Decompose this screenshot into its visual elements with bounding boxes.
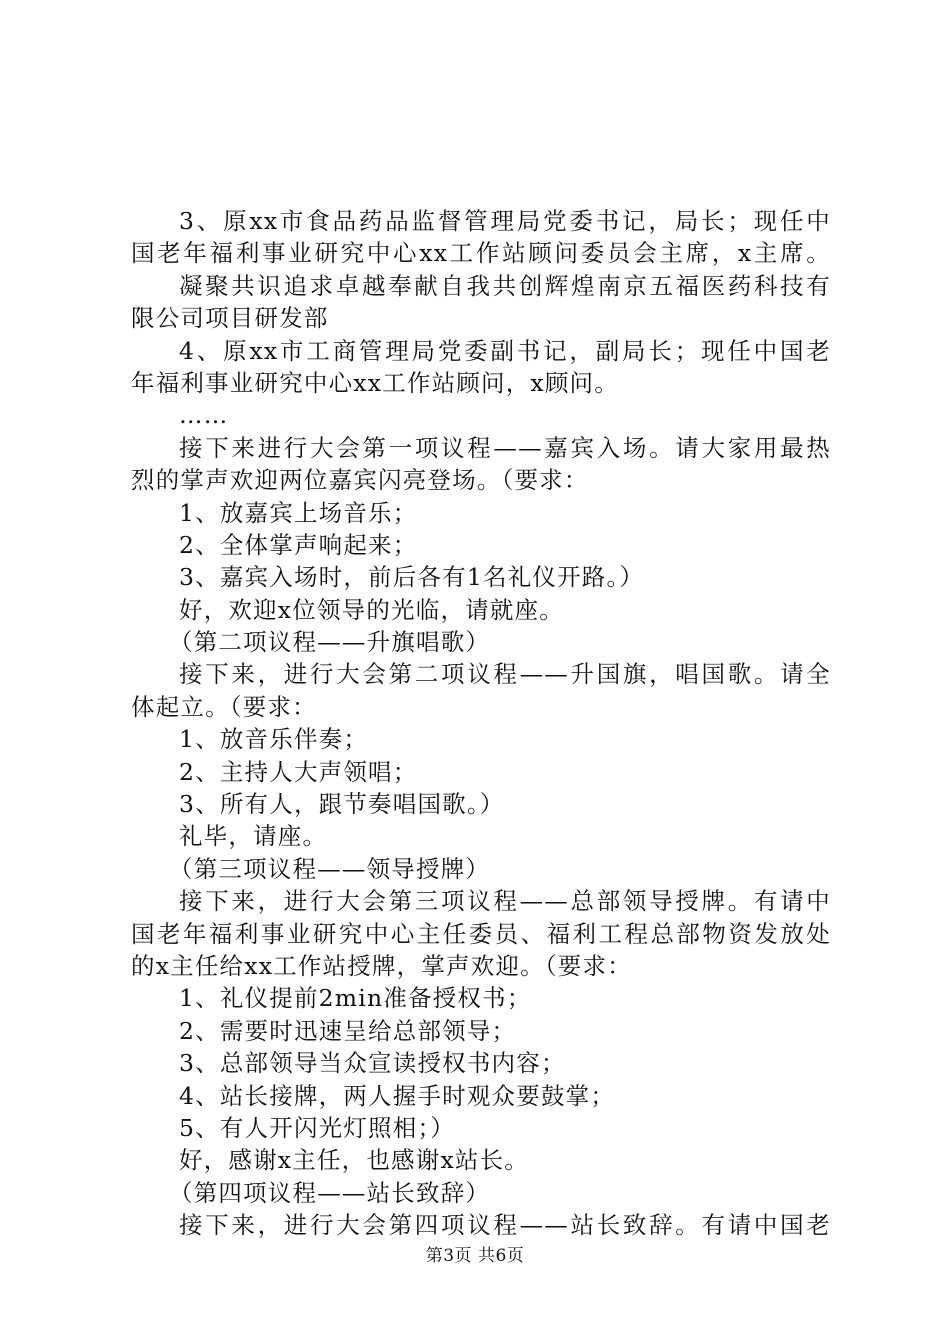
text-line: 的x主任给xx工作站授牌，掌声欢迎。（要求： bbox=[131, 951, 632, 980]
text-line: 接下来，进行大会第四项议程——站长致辞。有请中国老 bbox=[179, 1211, 831, 1240]
text-line: 3、嘉宾入场时，前后各有1名礼仪开路。） bbox=[179, 563, 645, 592]
text-line: 接下来进行大会第一项议程——嘉宾入场。请大家用最热 bbox=[179, 433, 831, 462]
text-line: 凝聚共识追求卓越奉献自我共创辉煌南京五福医药科技有 bbox=[179, 271, 831, 300]
text-line: 4、站长接牌，两人握手时观众要鼓掌； bbox=[179, 1081, 616, 1110]
text-line: 好，感谢x主任，也感谢x站长。 bbox=[179, 1146, 530, 1175]
text-line: 礼毕，请座。 bbox=[179, 822, 328, 851]
text-line: 国老年福利事业研究中心xx工作站顾问委员会主席，x主席。 bbox=[131, 239, 831, 268]
text-line: 4、原xx市工商管理局党委副书记，副局长；现任中国老 bbox=[179, 336, 831, 365]
text-line: 2、主持人大声领唱； bbox=[179, 757, 418, 786]
text-line: …… bbox=[179, 401, 229, 430]
text-line: 接下来，进行大会第三项议程——总部领导授牌。有请中 bbox=[179, 887, 831, 916]
text-line: 3、所有人，跟节奏唱国歌。） bbox=[179, 790, 505, 819]
text-line: 限公司项目研发部 bbox=[131, 304, 329, 333]
text-line: （第二项议程——升旗唱歌） bbox=[169, 628, 491, 657]
text-line: 体起立。（要求： bbox=[131, 692, 317, 721]
text-line: 2、需要时迅速呈给总部领导； bbox=[179, 1016, 517, 1045]
page-number-footer: 第3页 共6页 bbox=[425, 1246, 525, 1266]
text-line: （第四项议程——站长致辞） bbox=[169, 1178, 491, 1207]
text-line: （第三项议程——领导授牌） bbox=[169, 854, 491, 883]
text-line: 2、全体掌声响起来； bbox=[179, 530, 418, 559]
text-line: 1、放音乐伴奏； bbox=[179, 725, 369, 754]
text-line: 1、礼仪提前2min准备授权书； bbox=[179, 984, 532, 1013]
text-line: 5、有人开闪光灯照相；） bbox=[179, 1113, 456, 1142]
document-body bbox=[131, 205, 831, 1242]
text-line: 接下来，进行大会第二项议程——升国旗，唱国歌。请全 bbox=[179, 660, 831, 689]
text-line: 好，欢迎x位领导的光临，请就座。 bbox=[179, 595, 564, 624]
text-line: 1、放嘉宾上场音乐； bbox=[179, 498, 418, 527]
text-line: 3、原xx市食品药品监督管理局党委书记，局长；现任中 bbox=[179, 207, 831, 235]
text-line: 国老年福利事业研究中心主任委员、福利工程总部物资发放处 bbox=[131, 919, 831, 948]
text-line: 3、总部领导当众宣读授权书内容； bbox=[179, 1049, 566, 1078]
text-line: 年福利事业研究中心xx工作站顾问，x顾问。 bbox=[131, 368, 619, 397]
text-line: 烈的掌声欢迎两位嘉宾闪亮登场。（要求： bbox=[131, 466, 589, 495]
